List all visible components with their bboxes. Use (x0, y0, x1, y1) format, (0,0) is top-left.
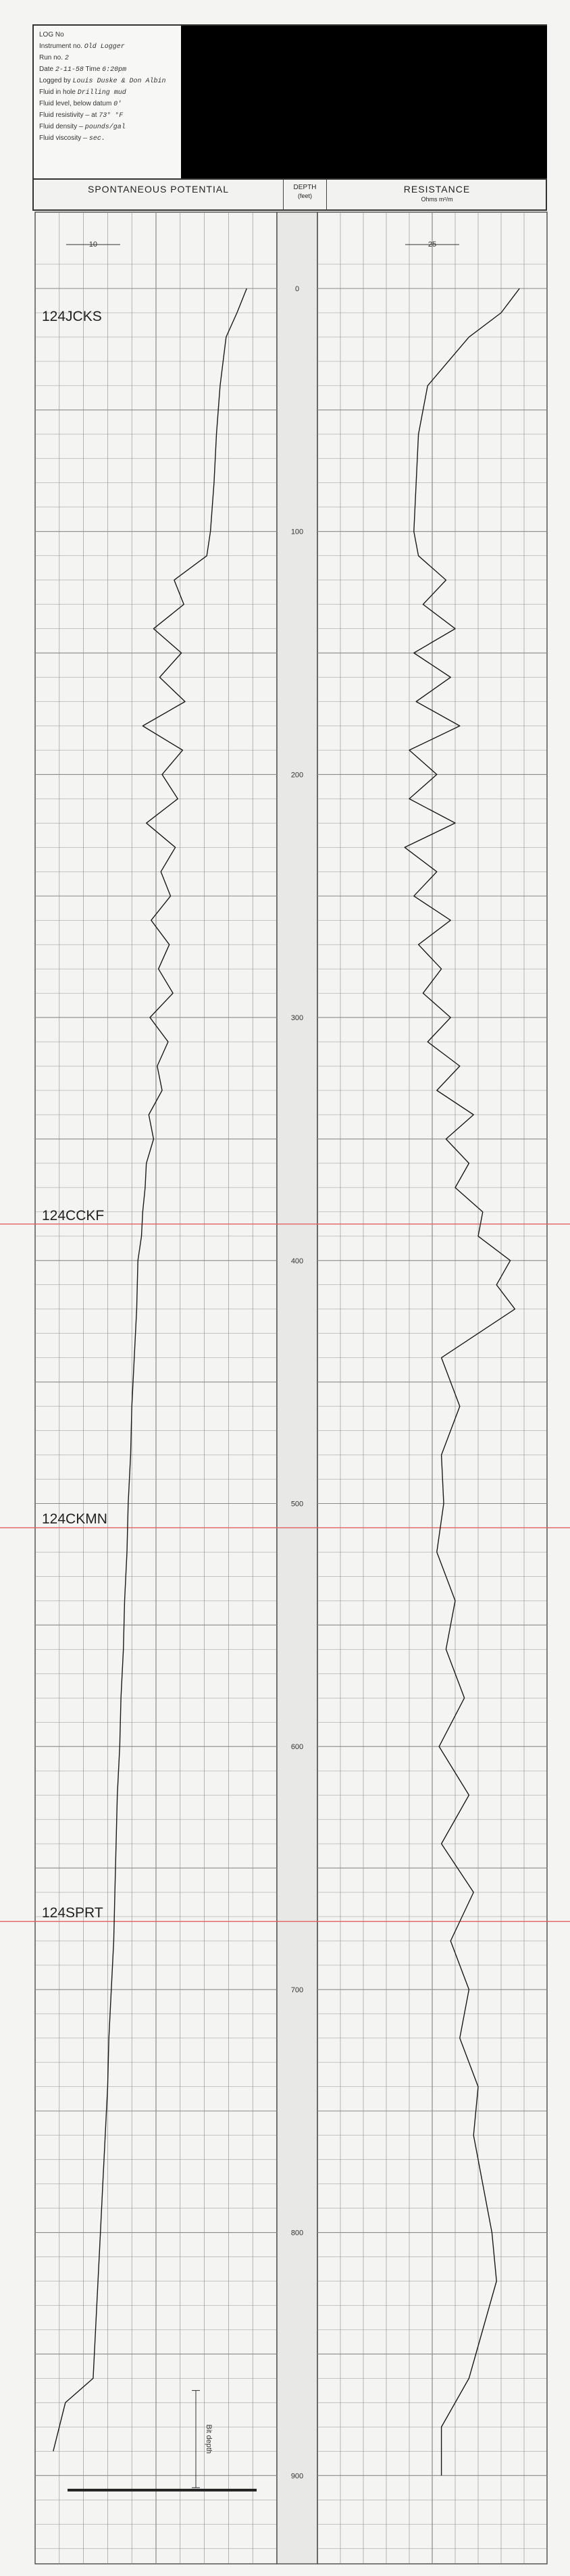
formation-tag-sprt: 124SPRT (42, 1905, 103, 1921)
res-column-title: RESISTANCE (403, 184, 471, 195)
header-field-value2: 6:20pm (102, 66, 127, 74)
depth-tick-label: 300 (290, 1014, 304, 1023)
depth-column-title: DEPTH (293, 184, 317, 191)
depth-tick-label: 200 (290, 771, 304, 780)
depth-column-unit: (feet) (297, 193, 312, 199)
header-field-label: Fluid viscosity (39, 134, 82, 142)
header-field-value: Drilling mud (77, 89, 126, 97)
res-scale-label: 25 (428, 241, 437, 249)
depth-tick-label: 400 (290, 1257, 304, 1265)
header-field-value: — (83, 135, 88, 143)
header-field-value2: pounds/gal (84, 124, 126, 131)
header-field-value: — (78, 124, 83, 131)
sp-scale-label: 10 (88, 241, 98, 249)
depth-tick-label: 500 (290, 1500, 304, 1509)
header-field-label: Fluid density (39, 123, 78, 130)
header-field-label: Fluid resistivity (39, 111, 84, 119)
header-field-label2: at (91, 111, 97, 119)
depth-tick-label: 800 (290, 2229, 304, 2238)
header-field-value2: 73° °F (99, 112, 124, 120)
casing-note: Bit depth (205, 2424, 213, 2454)
formation-tag-ckmn: 124CKMN (42, 1511, 107, 1527)
header-field-label: Fluid in hole (39, 89, 76, 96)
header-field-label: Run no. (39, 54, 63, 61)
header-field-value: Louis Duske & Don Albin (72, 78, 166, 85)
header-field-value: 2 (64, 55, 69, 62)
header-field-value: Old Logger (84, 43, 125, 51)
header-field-label: Logged by (39, 77, 71, 84)
header-field-label2: Time (85, 66, 101, 73)
depth-track (277, 212, 317, 2564)
res-column-unit: Ohms m²/m (421, 196, 453, 203)
header-field-label: Instrument no. (39, 43, 82, 50)
header-field-label: LOG No (39, 31, 64, 39)
header-field-value2: sec. (88, 135, 105, 143)
header-field-label: Date (39, 66, 54, 73)
sp-trace (53, 288, 247, 2451)
depth-tick-label: 0 (294, 285, 300, 293)
depth-tick-label: 700 (290, 1986, 304, 1994)
header-field-label: Fluid level, below datum (39, 100, 112, 107)
header-field-value: 2-11-58 (55, 66, 84, 74)
depth-tick-label: 600 (290, 1743, 304, 1752)
header-field-value: 0' (113, 101, 122, 108)
header-field-value: — (85, 112, 90, 120)
depth-tick-label: 900 (290, 2472, 304, 2481)
formation-tag-jcks: 124JCKS (42, 308, 102, 324)
sp-column-title: SPONTANEOUS POTENTIAL (88, 184, 229, 195)
formation-tag-cckf: 124CCKF (42, 1207, 105, 1223)
depth-tick-label: 100 (290, 528, 304, 536)
